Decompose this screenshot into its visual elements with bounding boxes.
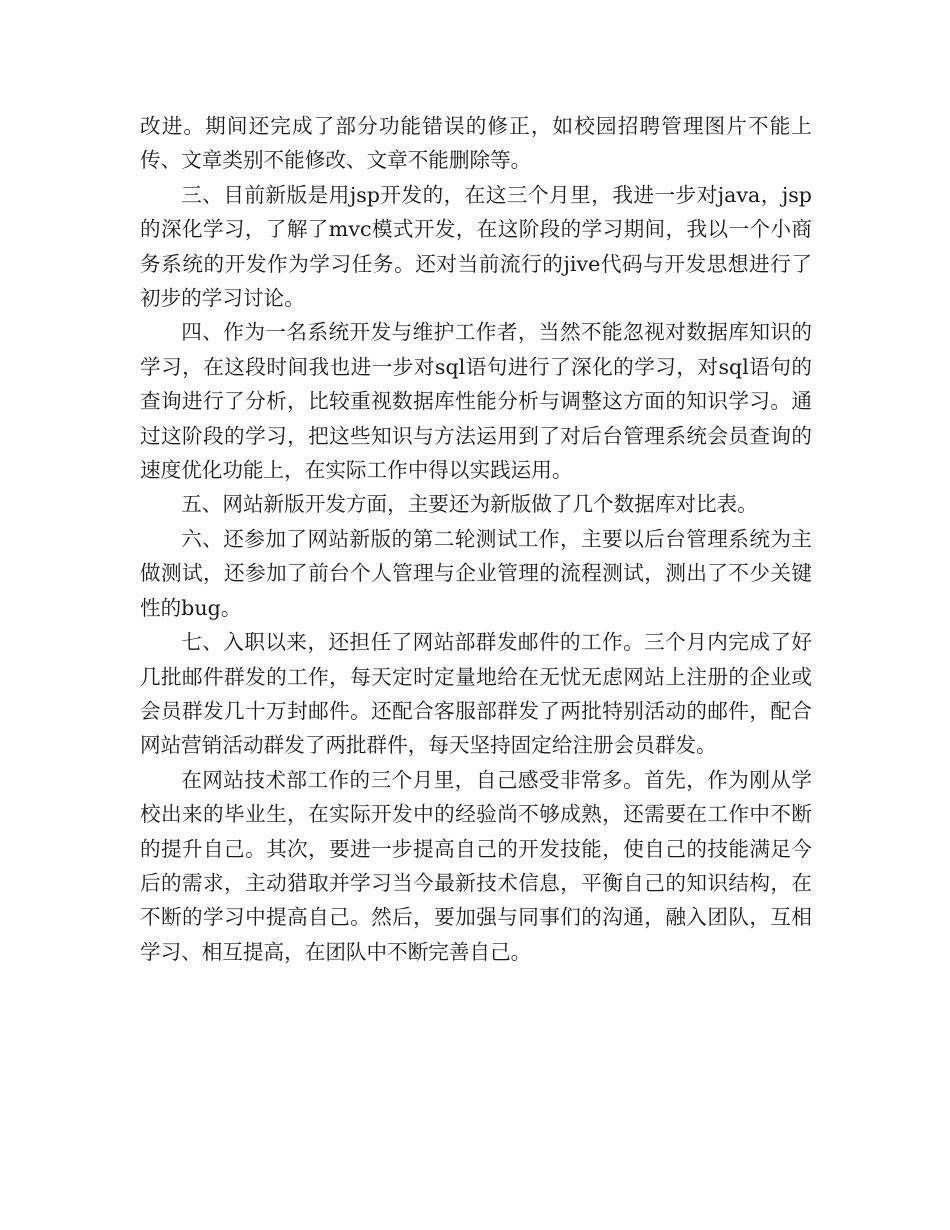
paragraph-summary: 在网站技术部工作的三个月里，自己感受非常多。首先，作为刚从学校出来的毕业生，在实际开发中的经验尚不够成熟，还需要在工作中不断的提升自己。其次，要进一步提高自己的开发技能，使自己的技能满足今后的需求，主动猎取并学习当今最新技术信息，平衡自己的知识结构，在不断的学习中提高自己。然后，要加强与同事们的沟通，融入团队，互相学习、相互提高，在团队中不断完善自己。 bbox=[140, 767, 812, 964]
paragraph-continuation: 改进。期间还完成了部分功能错误的修正，如校园招聘管理图片不能上传、文章类别不能修改、文章不能删除等。 bbox=[140, 114, 812, 173]
paragraph-item-5: 五、网站新版开发方面，主要还为新版做了几个数据库对比表。 bbox=[181, 492, 758, 517]
paragraph-item-3: 三、目前新版是用jsp开发的，在这三个月里，我进一步对java，jsp的深化学习，了解了mvc模式开发，在这阶段的学习期间，我以一个小商务系统的开发作为学习任务。还对当前流行的jive代码与开发思想进行了初步的学习讨论。 bbox=[140, 182, 812, 311]
paragraph-item-4: 四、作为一名系统开发与维护工作者，当然不能忽视对数据库知识的学习，在这段时间我也进一步对sql语句进行了深化的学习，对sql语句的查询进行了分析，比较重视数据库性能分析与调整这方面的知识学习。通过这阶段的学习，把这些知识与方法运用到了对后台管理系统会员查询的速度优化功能上，在实际工作中得以实践运用。 bbox=[140, 320, 812, 483]
document-body bbox=[140, 109, 812, 969]
paragraph-item-7: 七、入职以来，还担任了网站部群发邮件的工作。三个月内完成了好几批邮件群发的工作，每天定时定量地给在无忧无虑网站上注册的企业或会员群发几十万封邮件。还配合客服部群发了两批特别活动的邮件，配合网站营销活动群发了两批群件，每天坚持固定给注册会员群发。 bbox=[140, 630, 812, 758]
paragraph-item-6: 六、还参加了网站新版的第二轮测试工作，主要以后台管理系统为主做测试，还参加了前台个人管理与企业管理的流程测试，测出了不少关键性的bug。 bbox=[140, 526, 812, 620]
